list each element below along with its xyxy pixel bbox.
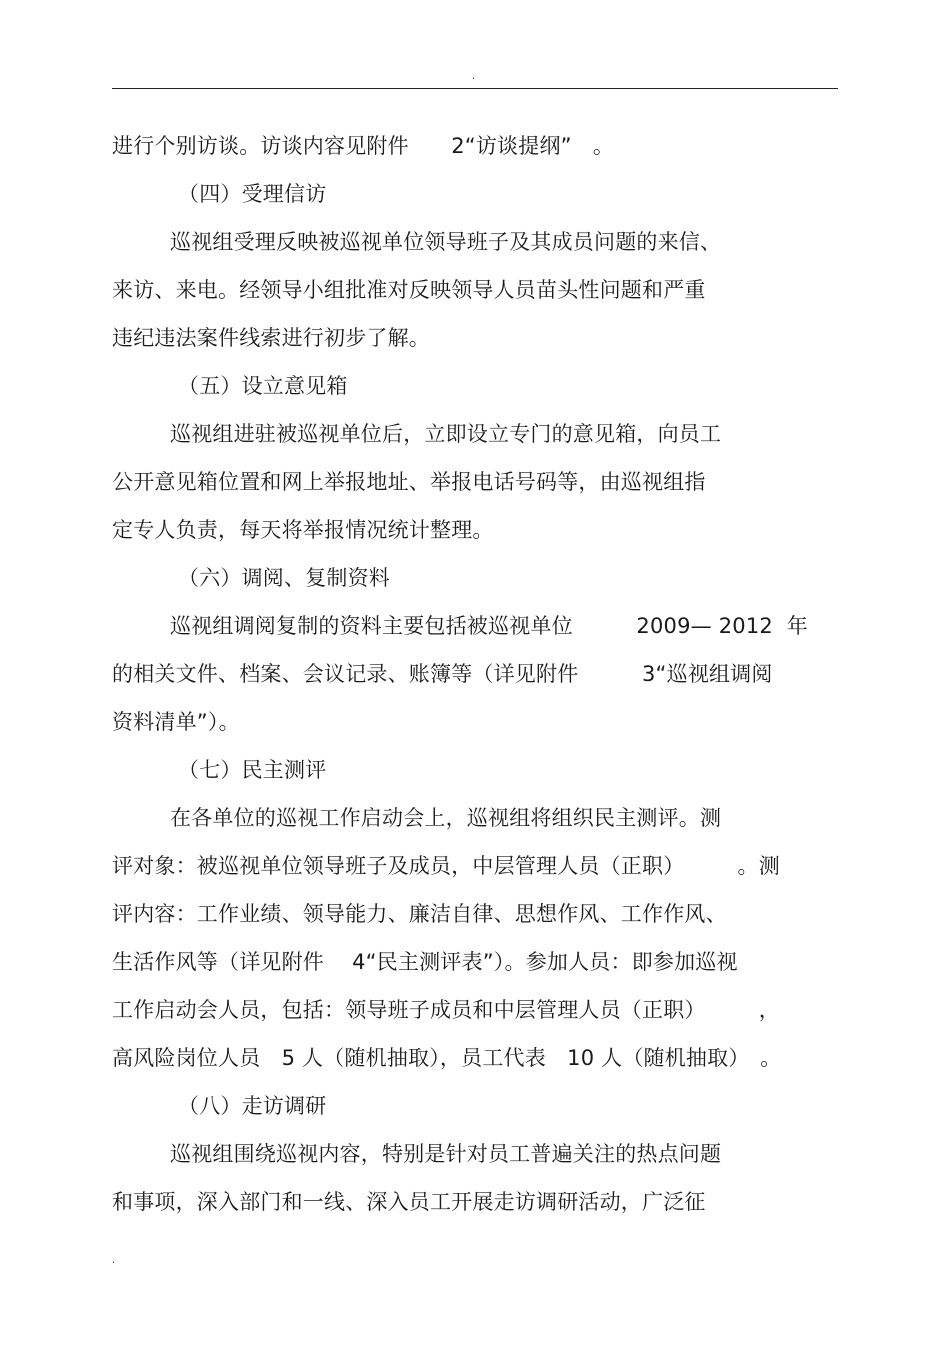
section-heading-4: （四）受理信访 — [178, 182, 327, 206]
section-heading-6: （六）调阅、复制资料 — [178, 566, 390, 590]
body-line: 在各单位的巡视工作启动会上，巡视组将组织民主测评。测 — [170, 806, 722, 830]
body-line: 高风险岗位人员 5 人（随机抽取），员工代表 10 人（随机抽取） 。 — [112, 1046, 782, 1070]
body-line: 违纪违法案件线索进行初步了解。 — [112, 326, 430, 350]
footer-dot: . — [112, 1255, 116, 1266]
header-rule — [112, 88, 838, 89]
body-line: 评内容：工作业绩、领导能力、廉洁自律、思想作风、工作作风、 — [112, 902, 727, 926]
body-line: 巡视组围绕巡视内容，特别是针对员工普遍关注的热点问题 — [170, 1142, 722, 1166]
section-heading-7: （七）民主测评 — [178, 758, 327, 782]
header-dot: . — [472, 71, 476, 82]
body-line: 巡视组进驻被巡视单位后，立即设立专门的意见箱，向员工 — [170, 422, 722, 446]
body-line: 进行个别访谈。访谈内容见附件 2“访谈提纲” 。 — [112, 134, 615, 158]
section-heading-8: （八）走访调研 — [178, 1094, 327, 1118]
body-line: 巡视组调阅复制的资料主要包括被巡视单位 2009— 2012 年 — [170, 614, 808, 638]
body-line: 资料清单”）。 — [112, 710, 240, 734]
body-line: 和事项，深入部门和一线、深入员工开展走访调研活动，广泛征 — [112, 1190, 706, 1214]
body-line: 评对象：被巡视单位领导班子及成员，中层管理人员（正职） 。测 — [112, 854, 780, 878]
body-line: 公开意见箱位置和网上举报地址、举报电话号码等，由巡视组指 — [112, 470, 706, 494]
body-line: 定专人负责，每天将举报情况统计整理。 — [112, 518, 494, 542]
body-line: 的相关文件、档案、会议记录、账簿等（详见附件 3“巡视组调阅 — [112, 662, 773, 686]
body-line: 巡视组受理反映被巡视单位领导班子及其成员问题的来信、 — [170, 230, 722, 254]
body-line: 工作启动会人员，包括：领导班子成员和中层管理人员（正职） ， — [112, 998, 780, 1022]
body-line: 生活作风等（详见附件 4“民主测评表”）。参加人员：即参加巡视 — [112, 950, 738, 974]
body-line: 来访、来电。经领导小组批准对反映领导人员苗头性问题和严重 — [112, 278, 706, 302]
section-heading-5: （五）设立意见箱 — [178, 374, 348, 398]
